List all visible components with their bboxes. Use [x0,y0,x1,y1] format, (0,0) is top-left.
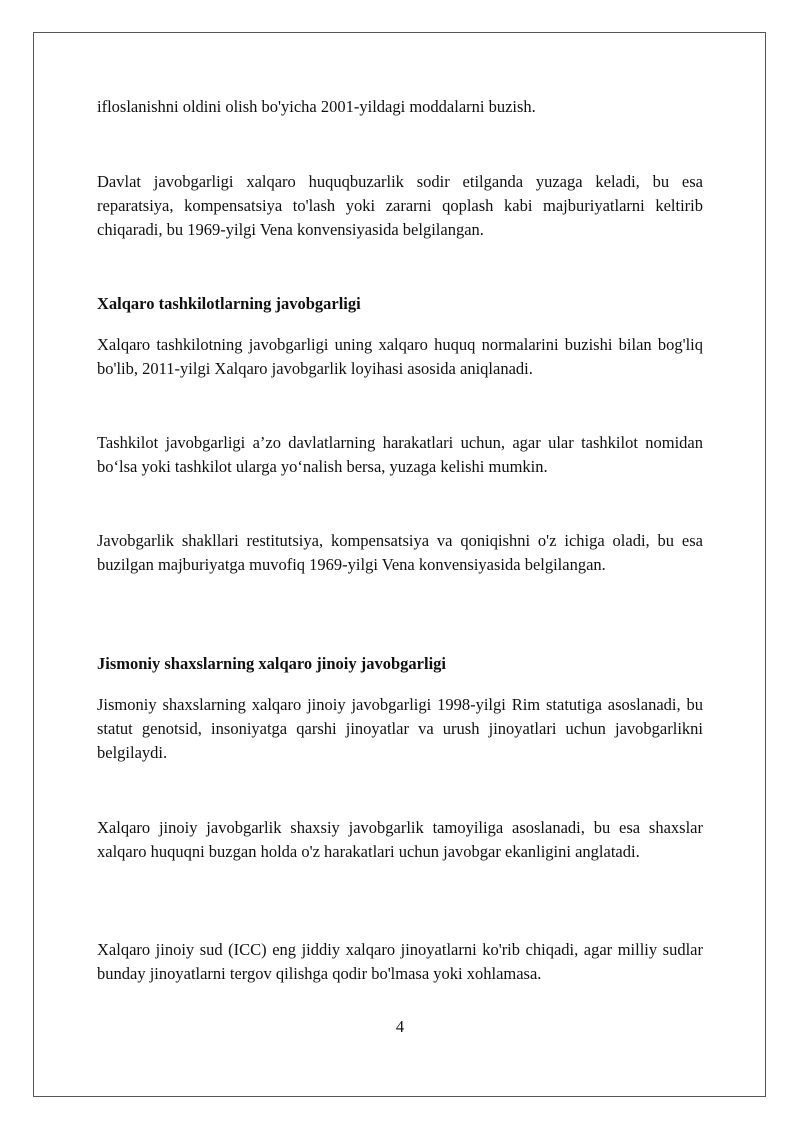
paragraph-8: Xalqaro jinoiy sud (ICC) eng jiddiy xalqaro jinoyatlarni ko'rib chiqadi, agar milliy sudlar bunday jinoyatlarni tergov qilishga qodir bo'lmasa yoki xohlamasa. [97,940,703,983]
page-number: 4 [395,1017,405,1036]
section-heading-individuals: Jismoniy shaxslarning xalqaro jinoiy javobgarligi [97,654,446,673]
paragraph-3: Xalqaro tashkilotning javobgarligi uning xalqaro huquq normalarini buzishi bilan bog'liq bo'lib, 2011-yilgi Xalqaro javobgarlik loyihasi asosida aniqlanadi. [97,335,703,378]
paragraph-2: Davlat javobgarligi xalqaro huquqbuzarlik sodir etilganda yuzaga keladi, bu esa reparatsiya, kompensatsiya to'lash yoki zararni qoplash kabi majburiyatlarni keltirib chiqaradi, bu 1969-yilgi Vena konvensiyasida belgilangan. [97,172,703,239]
paragraph-5: Javobgarlik shakllari restitutsiya, kompensatsiya va qoniqishni o'z ichiga oladi, bu esa buzilgan majburiyatga muvofiq 1969-yilgi Vena konvensiyasida belgilangan. [97,531,703,574]
paragraph-6: Jismoniy shaxslarning xalqaro jinoiy javobgarligi 1998-yilgi Rim statutiga asoslanadi, bu statut genotsid, insoniyatga qarshi jinoyatlar va urush jinoyatlari uchun javobgarlikni belgilaydi. [97,695,703,762]
paragraph-4: Tashkilot javobgarligi a’zo davlatlarning harakatlari uchun, agar ular tashkilot nomidan bo‘lsa yoki tashkilot ularga yo‘nalish bersa, yuzaga kelishi mumkin. [97,433,703,476]
paragraph-7: Xalqaro jinoiy javobgarlik shaxsiy javobgarlik tamoyiliga asoslanadi, bu esa shaxslar xalqaro huquqni buzgan holda o'z harakatlari uchun javobgar ekanligini anglatadi. [97,818,703,861]
paragraph-1: ifloslanishni oldini olish bo'yicha 2001-yildagi moddalarni buzish. [97,97,536,116]
section-heading-organizations: Xalqaro tashkilotlarning javobgarligi [97,294,361,313]
